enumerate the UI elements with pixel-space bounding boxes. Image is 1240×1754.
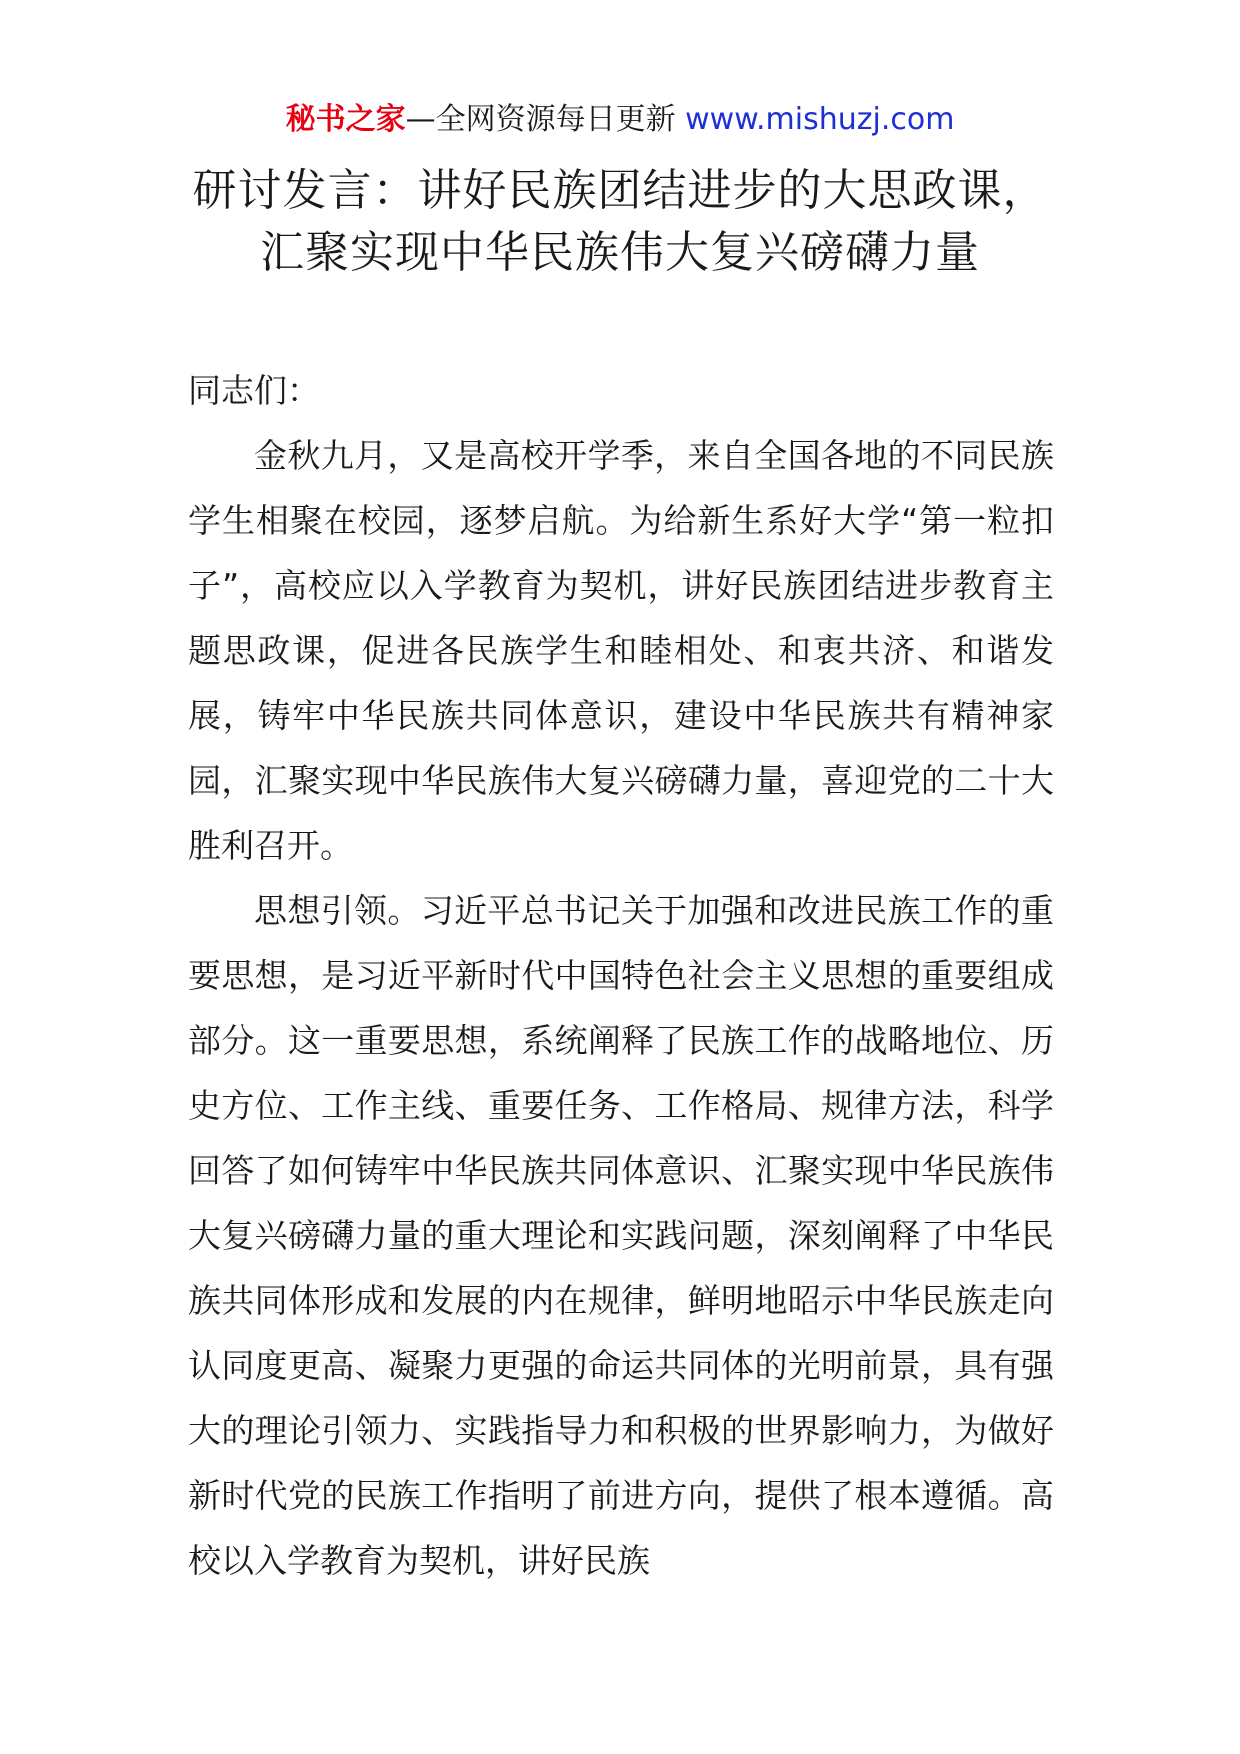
document-body bbox=[188, 358, 1054, 1593]
paragraph-1: 金秋九月，又是高校开学季，来自全国各地的不同民族学生相聚在校园，逐梦启航。为给新生系好大学“第一粒扣子”，高校应以入学教育为契机，讲好民族团结进步教育主题思政课，促进各民族学生和睦相处、和衷共济、和谐发展，铸牢中华民族共同体意识，建设中华民族共有精神家园，汇聚实现中华民族伟大复兴磅礴力量，喜迎党的二十大胜利召开。 bbox=[188, 436, 1054, 865]
brand-name: 秘书之家 bbox=[285, 102, 406, 137]
paragraph-2: 思想引领。习近平总书记关于加强和改进民族工作的重要思想，是习近平新时代中国特色社会主义思想的重要组成部分。这一重要思想，系统阐释了民族工作的战略地位、历史方位、工作主线、重要任务、工作格局、规律方法，科学回答了如何铸牢中华民族共同体意识、汇聚实现中华民族伟大复兴磅礴力量的重大理论和实践问题，深刻阐释了中华民族共同体形成和发展的内在规律，鲜明地昭示中华民族走向认同度更高、凝聚力更强的命运共同体的光明前景，具有强大的理论引领力、实践指导力和积极的世界影响力，为做好新时代党的民族工作指明了前进方向，提供了根本遵循。高校以入学教育为契机，讲好民族 bbox=[188, 891, 1054, 1580]
document-title: 研讨发言：讲好民族团结进步的大思政课，汇聚实现中华民族伟大复兴磅礴力量 bbox=[192, 165, 1048, 278]
header-slogan: —全网资源每日更新 bbox=[405, 102, 676, 137]
site-url-link[interactable]: www.mishuzj.com bbox=[685, 102, 955, 137]
site-header bbox=[0, 100, 1240, 140]
salutation: 同志们： bbox=[188, 371, 320, 410]
